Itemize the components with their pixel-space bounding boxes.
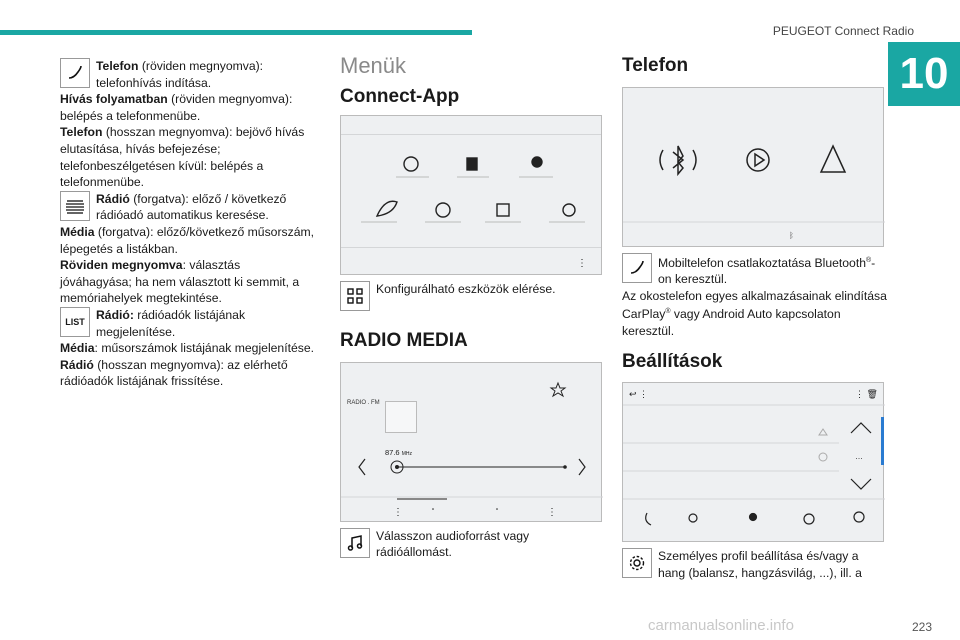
list-radio-long-text: Rádió (hosszan megnyomva): az elérhető rádióadók listájának frissítése.: [60, 357, 288, 389]
fuel-icon: [467, 158, 477, 170]
header-title: PEUGEOT Connect Radio: [772, 24, 914, 38]
column-3: [622, 55, 887, 581]
radio-band-label: RADIO . FM: [347, 399, 380, 406]
connect-caption: Konfigurálható eszközök elérése.: [376, 282, 556, 297]
chat-icon: [404, 157, 418, 171]
carplay-icon: [747, 149, 769, 171]
radio-caption: Válasszon audioforrást vagy rádióállomást.: [376, 528, 530, 560]
radio-media-screen: [340, 362, 602, 522]
gear-icon: [622, 548, 652, 578]
call-in-progress-text: Hívás folyamatban (röviden megnyomva): belépés a telefonmenübe.: [60, 92, 293, 123]
column-2: [340, 53, 605, 561]
moon-icon: [646, 513, 651, 525]
android-auto-icon: [821, 146, 845, 172]
grid-icon: [340, 281, 370, 311]
next-icon: [579, 459, 585, 475]
smartphone-apps-text: Az okostelefon egyes alkalmazásainak elindítása CarPlay® vagy Android Auto kapcsolaton keresztül.: [622, 288, 887, 339]
column-1: [60, 58, 315, 390]
connect-caption-row: [340, 281, 605, 311]
svg-text:⋮ 🗑: ⋮ 🗑: [855, 389, 878, 400]
settings-caption: Személyes profil beállítása és/vagy a hang (balansz, hangzásvilág, ...), ill. a: [658, 549, 862, 580]
music-note-icon: [340, 528, 370, 558]
svg-text:…: …: [855, 452, 863, 462]
radio-caption-row: [340, 528, 605, 561]
phone-long-text: Telefon (hosszan megnyomva): bejövő hívás elutasítása, hívás befejezése; telefonbeszélgetésen kívül: belépés a telefonmenübe.: [60, 125, 305, 190]
svg-text:⋮: ⋮: [577, 258, 587, 270]
radio-media-heading: RADIO MEDIA: [340, 330, 468, 352]
settings-screen: [622, 382, 884, 542]
short-press-text: Röviden megnyomva: választás jóváhagyása; ha nem választott ki semmit, a memóriahelyek megtekintése.: [60, 258, 300, 306]
connect-app-screen: [340, 115, 602, 275]
list-media-text: Média: műsorszámok listájának megjelenítése.: [60, 341, 315, 356]
chapter-number: 10: [888, 42, 960, 106]
gear-icon: [436, 203, 450, 217]
top-accent-bar: [0, 30, 472, 35]
person-icon: [532, 157, 542, 167]
list-row: [60, 307, 315, 340]
page-number: 223: [911, 620, 932, 634]
radio-frequency: 87.6 MHz: [385, 447, 412, 457]
phone-caption-row: [622, 253, 887, 288]
svg-text:⋮: ⋮: [547, 506, 557, 518]
list-radio-text: Rádió: rádióadók listájának megjelenítése.: [96, 307, 246, 339]
profile-icon: [750, 514, 757, 521]
clock-icon: [563, 204, 575, 216]
location-icon: [854, 512, 864, 522]
radio-row: [60, 191, 315, 224]
phone-caption: Mobiltelefon csatlakoztatása Bluetooth®-on keresztül.: [658, 255, 876, 287]
watermark: carmanualsonline.info: [648, 617, 794, 634]
svg-text:↩ ⋮: ↩ ⋮: [629, 389, 649, 400]
contacts-icon: [497, 204, 509, 216]
phone-icon: [60, 58, 90, 88]
phone-screen: [622, 87, 884, 247]
media-turn-text: Média (forgatva): előző/következő műsorszám, lépegetés a listákban.: [60, 224, 315, 256]
connect-app-heading: Connect-App: [340, 85, 460, 107]
favorite-star-icon: [551, 383, 565, 396]
svg-text:⋮: ⋮: [393, 506, 403, 518]
settings-heading: Beállítások: [622, 350, 723, 372]
prev-icon: [359, 459, 365, 475]
sun-icon: [689, 514, 697, 522]
leaf-icon: [377, 201, 397, 216]
svg-text:ᛒ: ᛒ: [789, 230, 794, 240]
menu-heading: Menük: [340, 53, 407, 78]
phone-row: [60, 58, 315, 91]
settings-caption-row: [622, 548, 887, 581]
phone-text: Telefon (röviden megnyomva): telefonhívás indítása.: [96, 59, 264, 90]
phone-heading: Telefon: [622, 55, 689, 76]
dial-icon: [60, 191, 90, 221]
radio-turn-text: Rádió (forgatva): előző / következő rádióadó automatikus keresése.: [96, 191, 287, 223]
phone-small-icon: [622, 253, 652, 283]
list-button-icon: LIST: [60, 307, 90, 337]
bluetooth-icon: [673, 146, 683, 174]
settings-gear-icon: [804, 514, 814, 524]
